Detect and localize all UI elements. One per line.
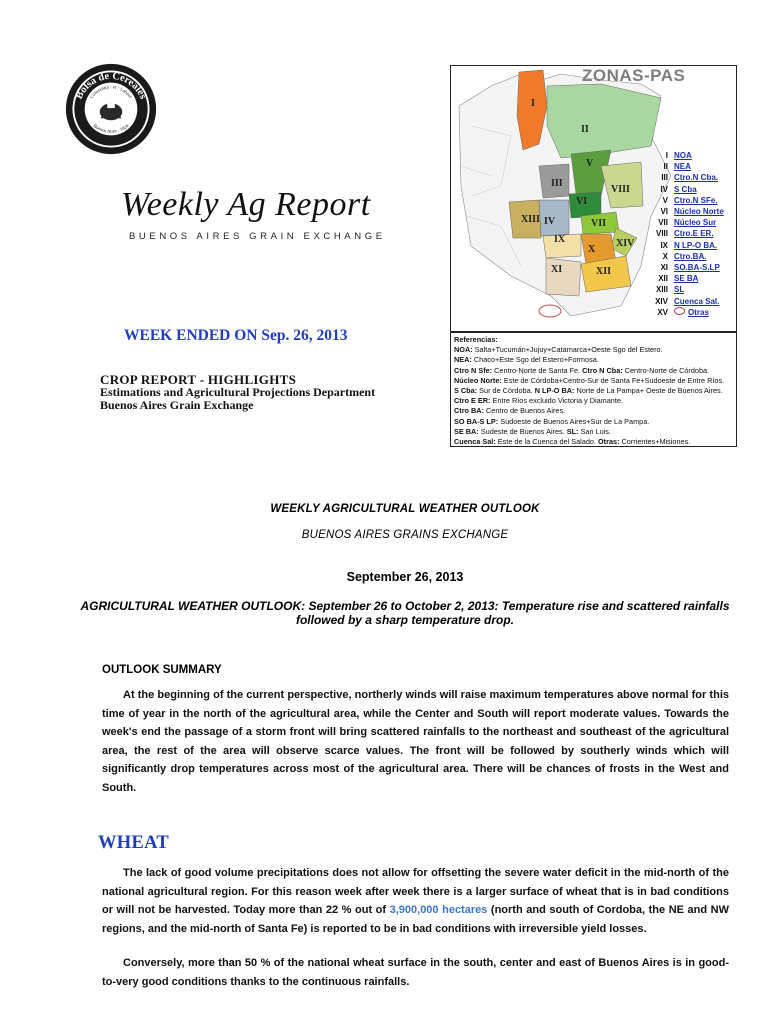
zone-link[interactable]: Ctro.E ER.	[674, 229, 714, 239]
map-region-label: V	[586, 158, 594, 169]
zone-number: IV	[660, 184, 668, 194]
wheat-p1-end: (north and south of Cordoba, the NE and NW regions, and the mid-north of Santa Fe) is reported to be in bad conditions with irreversible yield losses.	[102, 904, 729, 935]
wheat-paragraph-1	[102, 864, 729, 938]
zone-link[interactable]: NOA	[674, 151, 692, 160]
zone-legend-row	[652, 161, 724, 172]
zone-link[interactable]: NEA	[674, 162, 691, 172]
map-region-label: XI	[551, 264, 563, 275]
map-region-label: XIII	[521, 214, 540, 225]
reference-line: Ctro N Sfe: Centro-Norte de Santa Fe. Ctro N Cba: Centro-Norte de Córdoba.	[454, 365, 710, 375]
zone-number: VIII	[655, 229, 668, 239]
circle-icon	[674, 307, 685, 315]
outlook-title: AGRICULTURAL WEATHER OUTLOOK: September 26 to October 2, 2013: Temperature rise and scattered rainfalls followed by a sharp temperature drop.	[80, 599, 730, 627]
zone-link[interactable]: Núcleo Norte	[674, 207, 724, 217]
reference-line: SO BA-S LP: Sudoeste de Buenos Aires+Sur de La Pampa.	[454, 416, 650, 426]
zone-number: IX	[660, 240, 668, 250]
map-region-label: IV	[544, 216, 556, 227]
zone-link[interactable]: Cuenca Sal.	[674, 296, 720, 306]
map-region-label: IX	[554, 234, 566, 245]
zone-legend-row	[652, 284, 724, 295]
report-title: Weekly Ag Report	[121, 186, 371, 223]
zone-number: VI	[660, 207, 668, 217]
map-region-label: III	[551, 178, 563, 189]
zone-link[interactable]: Ctro.BA.	[674, 251, 707, 261]
map-title: ZONAS-PAS	[582, 66, 686, 85]
zone-number: II	[663, 162, 668, 172]
map-region-label: XIV	[616, 238, 635, 249]
zone-number: X	[662, 251, 668, 261]
reference-line: SE BA: Sudeste de Buenos Aires. SL: San Luis.	[454, 426, 611, 436]
outlook-summary-heading: OUTLOOK SUMMARY	[102, 664, 222, 676]
zone-link[interactable]: SE BA	[674, 274, 699, 284]
zone-legend-row	[652, 251, 724, 262]
reference-line: S Cba: Sur de Córdoba. N LP-O BA: Norte de La Pampa+ Oeste de Buenos Aires.	[454, 386, 723, 396]
map-region-label: II	[581, 124, 589, 135]
reference-line: Ctro E ER: Entre Ríos excluido Victoria y Diamante.	[454, 396, 623, 406]
reference-line: Núcleo Norte: Este de Córdoba+Centro-Sur de Santa Fe+Sudoeste de Entre Ríos.	[454, 375, 725, 385]
references-heading: Referencias:	[454, 335, 498, 344]
zone-number: VII	[658, 218, 668, 228]
week-ended-heading: WEEK ENDED ON Sep. 26, 2013	[124, 327, 348, 344]
highlights-dept: Estimations and Agricultural Projections Department	[100, 385, 376, 399]
wheat-heading: WHEAT	[98, 833, 170, 853]
zone-link[interactable]: Otras	[688, 307, 709, 317]
zone-number: XII	[658, 274, 668, 284]
svg-text:Buenos Aires · 1854: Buenos Aires · 1854	[91, 123, 131, 135]
reference-line: NEA: Chaco+Este Sgo del Estero+Formosa.	[454, 355, 599, 365]
zone-number: I	[665, 151, 668, 160]
zone-legend-row	[652, 240, 724, 251]
zone-link[interactable]: Ctro.N SFe.	[674, 195, 718, 205]
bolsa-de-cereales-logo	[64, 62, 158, 156]
zone-link[interactable]: S Cba	[674, 184, 697, 194]
zone-legend-row	[652, 228, 724, 239]
reference-line: Ctro BA: Centro de Buenos Aires.	[454, 406, 566, 416]
zone-legend-row	[652, 195, 724, 206]
highlights-block	[100, 373, 375, 412]
zone-number: III	[661, 173, 668, 183]
report-subtitle: BUENOS AIRES GRAIN EXCHANGE	[129, 231, 386, 242]
reference-line: NOA: Salta+Tucumán+Jujuy+Catamarca+Oeste Sgo del Estero.	[454, 345, 663, 355]
zone-legend-row	[652, 307, 724, 318]
zone-number: XIII	[655, 285, 668, 295]
zone-number: XV	[657, 307, 668, 317]
zone-legend-row	[652, 262, 724, 273]
map-region-label: VI	[576, 196, 588, 207]
outlook-summary-text: At the beginning of the current perspective, northerly winds will raise maximum temperatures above normal for this time of year in the north of the agricultural area, while the Center and South will report moderate values. Towards the week's end the passage of a storm front will bring scattered rainfalls to the northeast and southeast of the agricultural area, the rest of the area will observe scarce values. The front will be followed by southerly winds which will significantly drop temperatures across most of the agricultural area. There will be chances of frosts in the West and South.	[102, 689, 729, 794]
map-region	[547, 84, 661, 158]
zone-legend-row	[652, 184, 724, 195]
zone-link[interactable]: N LP-O BA.	[674, 240, 718, 250]
hectares-highlight: 3,900,000 hectares	[389, 904, 488, 917]
map-region-label: I	[531, 98, 535, 109]
highlights-title: CROP REPORT - HIGHLIGHTS	[100, 372, 297, 387]
zone-link[interactable]: SO.BA-S.LP	[674, 263, 720, 273]
zone-number: V	[662, 195, 668, 205]
zone-legend-row	[652, 217, 724, 228]
zone-link[interactable]: Ctro.N Cba.	[674, 173, 718, 183]
outlook-organization: BUENOS AIRES GRAINS EXCHANGE	[301, 529, 509, 541]
map-region-label: XII	[596, 266, 612, 277]
zone-legend	[652, 150, 724, 318]
map-region-label: X	[588, 244, 596, 255]
weather-outlook-heading: WEEKLY AGRICULTURAL WEATHER OUTLOOK	[270, 503, 540, 515]
outlook-date: September 26, 2013	[346, 570, 464, 584]
zone-legend-row	[652, 296, 724, 307]
reference-line: Cuenca Sal: Este de la Cuenca del Salado. Otras: Corrientes+Misiones.	[454, 437, 691, 447]
zone-number: XI	[660, 263, 668, 273]
zone-legend-row	[652, 150, 724, 161]
zone-legend-row	[652, 172, 724, 183]
map-region-label: VII	[591, 218, 607, 229]
references-box	[450, 332, 737, 447]
wheat-paragraph-2: Conversely, more than 50 % of the national wheat surface in the south, center and east of Buenos Aires is in good-to-very good conditions thanks to the continuous rainfalls.	[102, 957, 729, 988]
zone-link[interactable]: SL	[674, 285, 685, 295]
zone-legend-row	[652, 206, 724, 217]
svg-text:Bolsa de Cereales: Bolsa de Cereales	[73, 70, 149, 101]
map-region-label: VIII	[611, 184, 630, 195]
zone-link[interactable]: Núcleo Sur	[674, 218, 717, 228]
zone-legend-row	[652, 273, 724, 284]
highlights-org: Buenos Aires Grain Exchange	[100, 398, 254, 412]
wheat-p1-start: The lack of good volume precipitations does not allow for offsetting the severe water deficit in the mid-north of the national agricultural region. For this reason week after week there is a larger surface of wheat that is in bad conditions or will not be harvested. Today more than 22 % out of	[102, 867, 729, 917]
zone-number: XIV	[655, 296, 668, 306]
svg-text:Constantia · et · Labore: Constantia · et · Labore	[89, 85, 133, 100]
